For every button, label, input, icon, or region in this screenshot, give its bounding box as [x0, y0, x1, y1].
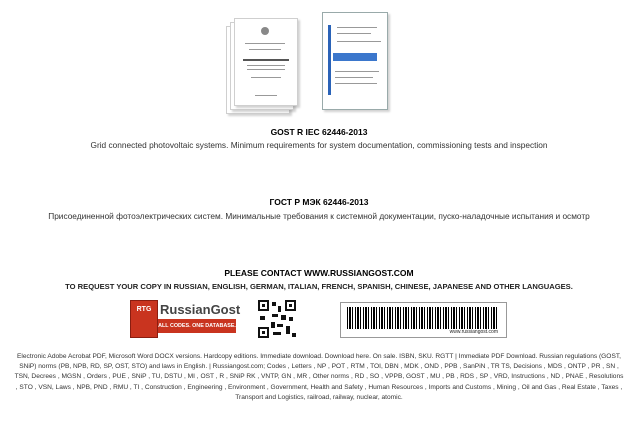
product-description: Electronic Adobe Acrobat PDF, Microsoft Word DOCX versions. Hardcopy editions. Immediate download. Download here. On sale. ISBN, SKU. RGTT | Immediate PDF Download. Russian regulations (GOST, SNiP) norms (PB, NPB, RD, SP, OST, STO) and laws in English. | Russiangost.com; Codes , Letters , NP , POT , RTM , TOI, DBN , MDK , OND , PPB , SanPiN , TR TS, Decisions , MDS , ONTP , PR , SN , TSN, Decrees , MGSN , Orders , PUE , SNiP , TU, DSTU , MI , OST , R , SNiP RK , VNTP, GN , MR , Other norms , RD , SO , VPPB, GOST , MU , PB , RDS , SP , VRD, Instructions , ND , PNAE , Resolutions , STO , VSN, Laws , NPB, PND , RMU , TI , Construction , Engineering , Environment , Government, Health and Safety , Human Resources , Imports and Customs , Mining , Oil and Gas , Real Estate , Taxes , Transport and Logistics, railroad, railway, nuclear, atomic. — [14, 353, 624, 401]
cover-stripe — [328, 25, 331, 95]
barcode-bars — [347, 307, 499, 329]
standard-title-en: Grid connected photovoltaic systems. Minimum requirements for system documentation, commissioning tests and inspection — [90, 140, 548, 150]
barcode[interactable] — [340, 302, 507, 338]
document-page-russian-cover — [234, 18, 298, 106]
cover-title-block — [333, 53, 377, 61]
barcode-url: www.russiangost.com — [449, 329, 498, 335]
contact-heading[interactable]: PLEASE CONTACT WWW.RUSSIANGOST.COM — [224, 268, 414, 278]
standard-code-ru: ГОСТ Р МЭК 62446-2013 — [269, 197, 369, 207]
qr-code-icon[interactable] — [258, 300, 296, 338]
document-page-english-cover — [322, 12, 388, 110]
request-languages: TO REQUEST YOUR COPY IN RUSSIAN, ENGLISH, GERMAN, ITALIAN, FRENCH, SPANISH, CHINESE, JAPANESE AND OTHER LANGUAGES. — [65, 282, 573, 291]
logo-name: RussianGost — [160, 302, 241, 317]
document-thumbnails — [218, 6, 418, 118]
standard-code-en: GOST R IEC 62446-2013 — [270, 127, 368, 137]
russiangost-logo[interactable] — [130, 300, 241, 338]
logo-mark-icon: RTG — [130, 300, 158, 338]
logo-tagline: ALL CODES. ONE DATABASE. — [158, 319, 236, 333]
standard-title-ru: Присоединенной фотоэлектрических систем. Минимальные требования к системной документации, пуско-наладочные испытания и осмотр — [48, 211, 590, 221]
seal-icon — [261, 27, 269, 35]
